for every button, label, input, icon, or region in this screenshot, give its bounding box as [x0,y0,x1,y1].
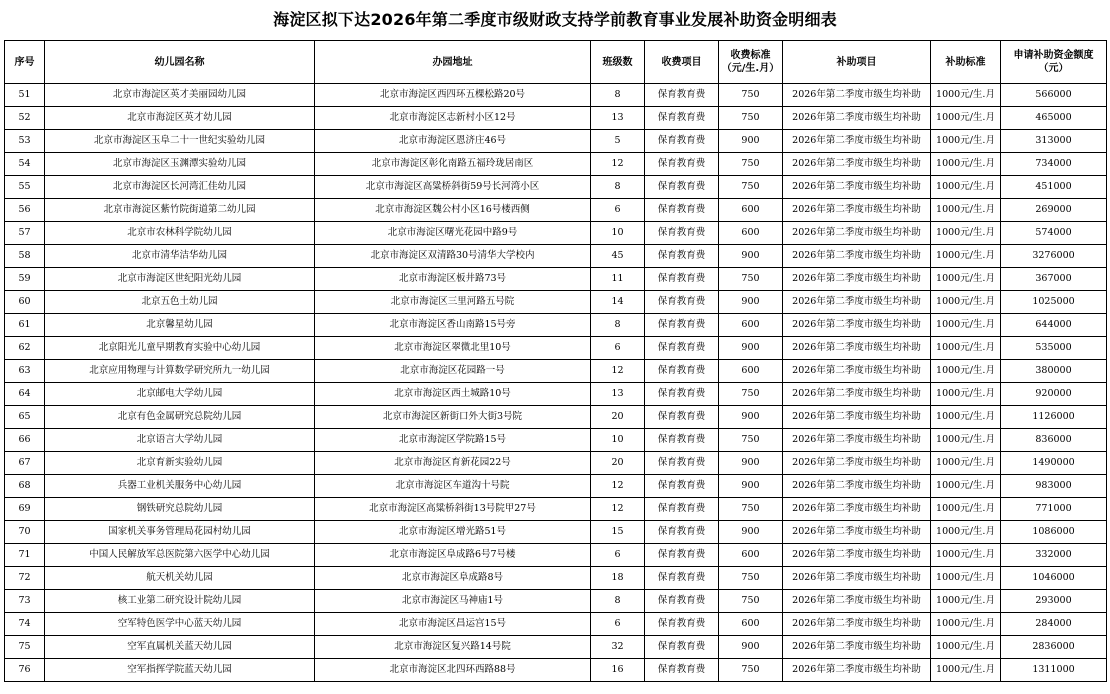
cell-index: 52 [5,107,45,130]
table-row [5,176,1107,199]
table-row [5,314,1107,337]
header-address: 办园地址 [315,41,591,84]
cell-class-count: 8 [591,176,645,199]
cell-subsidy-standard: 1000元/生.月 [931,406,1001,429]
cell-fee-item: 保育教育费 [645,544,719,567]
cell-index: 75 [5,636,45,659]
cell-class-count: 16 [591,659,645,682]
cell-fee-standard: 750 [719,84,783,107]
cell-subsidy-standard: 1000元/生.月 [931,130,1001,153]
cell-address: 北京市海淀区三里河路五号院 [315,291,591,314]
cell-kindergarten-name: 空军特色医学中心蓝天幼儿园 [45,613,315,636]
cell-kindergarten-name: 空军直属机关蓝天幼儿园 [45,636,315,659]
cell-fee-standard: 900 [719,291,783,314]
cell-subsidy-amount: 451000 [1001,176,1107,199]
cell-fee-standard: 600 [719,613,783,636]
cell-address: 北京市海淀区曙光花园中路9号 [315,222,591,245]
cell-subsidy-standard: 1000元/生.月 [931,199,1001,222]
header-subsidy-standard: 补助标准 [931,41,1001,84]
cell-subsidy-amount: 771000 [1001,498,1107,521]
table-row [5,659,1107,682]
table-row [5,521,1107,544]
header-fee-standard: 收费标准（元/生.月） [719,41,783,84]
cell-class-count: 8 [591,314,645,337]
cell-index: 63 [5,360,45,383]
subsidy-table [4,40,1107,682]
cell-class-count: 15 [591,521,645,544]
cell-fee-item: 保育教育费 [645,452,719,475]
cell-address: 北京市海淀区高粱桥斜街13号院甲27号 [315,498,591,521]
table-row [5,498,1107,521]
cell-index: 76 [5,659,45,682]
cell-subsidy-standard: 1000元/生.月 [931,613,1001,636]
cell-subsidy-item: 2026年第二季度市级生均补助 [783,659,931,682]
cell-kindergarten-name: 北京市海淀区英才幼儿园 [45,107,315,130]
cell-fee-item: 保育教育费 [645,291,719,314]
cell-index: 65 [5,406,45,429]
cell-fee-standard: 750 [719,498,783,521]
cell-subsidy-item: 2026年第二季度市级生均补助 [783,199,931,222]
cell-kindergarten-name: 北京市海淀区玉阜二十一世纪实验幼儿园 [45,130,315,153]
cell-address: 北京市海淀区魏公村小区16号楼西侧 [315,199,591,222]
table-row [5,245,1107,268]
cell-subsidy-item: 2026年第二季度市级生均补助 [783,590,931,613]
cell-subsidy-amount: 920000 [1001,383,1107,406]
cell-subsidy-amount: 367000 [1001,268,1107,291]
cell-fee-item: 保育教育费 [645,153,719,176]
cell-kindergarten-name: 北京市农林科学院幼儿园 [45,222,315,245]
cell-fee-standard: 900 [719,130,783,153]
cell-index: 70 [5,521,45,544]
cell-fee-item: 保育教育费 [645,130,719,153]
cell-index: 62 [5,337,45,360]
cell-fee-standard: 750 [719,429,783,452]
cell-index: 54 [5,153,45,176]
table-row [5,475,1107,498]
cell-subsidy-item: 2026年第二季度市级生均补助 [783,222,931,245]
cell-subsidy-item: 2026年第二季度市级生均补助 [783,268,931,291]
cell-subsidy-standard: 1000元/生.月 [931,153,1001,176]
cell-class-count: 20 [591,452,645,475]
cell-subsidy-item: 2026年第二季度市级生均补助 [783,176,931,199]
cell-subsidy-amount: 983000 [1001,475,1107,498]
cell-index: 73 [5,590,45,613]
cell-subsidy-amount: 1086000 [1001,521,1107,544]
table-row [5,613,1107,636]
cell-subsidy-standard: 1000元/生.月 [931,475,1001,498]
cell-fee-standard: 750 [719,176,783,199]
cell-address: 北京市海淀区北四环西路88号 [315,659,591,682]
cell-address: 北京市海淀区马神庙1号 [315,590,591,613]
cell-kindergarten-name: 兵器工业机关服务中心幼儿园 [45,475,315,498]
cell-index: 51 [5,84,45,107]
cell-class-count: 12 [591,498,645,521]
cell-index: 64 [5,383,45,406]
cell-subsidy-item: 2026年第二季度市级生均补助 [783,406,931,429]
cell-subsidy-item: 2026年第二季度市级生均补助 [783,314,931,337]
cell-fee-standard: 750 [719,567,783,590]
table-body [5,84,1107,682]
cell-kindergarten-name: 北京育新实验幼儿园 [45,452,315,475]
cell-index: 69 [5,498,45,521]
cell-index: 59 [5,268,45,291]
cell-subsidy-amount: 574000 [1001,222,1107,245]
cell-subsidy-item: 2026年第二季度市级生均补助 [783,383,931,406]
cell-index: 71 [5,544,45,567]
table-row [5,153,1107,176]
table-row [5,636,1107,659]
cell-class-count: 12 [591,360,645,383]
cell-kindergarten-name: 北京市海淀区英才美丽园幼儿园 [45,84,315,107]
header-subsidy-item: 补助项目 [783,41,931,84]
cell-fee-item: 保育教育费 [645,613,719,636]
cell-fee-standard: 750 [719,153,783,176]
cell-address: 北京市海淀区昌运宫15号 [315,613,591,636]
cell-subsidy-amount: 380000 [1001,360,1107,383]
cell-subsidy-item: 2026年第二季度市级生均补助 [783,360,931,383]
cell-fee-standard: 600 [719,544,783,567]
cell-subsidy-item: 2026年第二季度市级生均补助 [783,636,931,659]
header-index: 序号 [5,41,45,84]
cell-address: 北京市海淀区西土城路10号 [315,383,591,406]
cell-subsidy-standard: 1000元/生.月 [931,176,1001,199]
table-row [5,199,1107,222]
cell-subsidy-item: 2026年第二季度市级生均补助 [783,337,931,360]
table-row [5,222,1107,245]
cell-address: 北京市海淀区复兴路14号院 [315,636,591,659]
cell-kindergarten-name: 北京有色金属研究总院幼儿园 [45,406,315,429]
cell-subsidy-standard: 1000元/生.月 [931,567,1001,590]
cell-fee-item: 保育教育费 [645,222,719,245]
cell-fee-standard: 900 [719,636,783,659]
cell-index: 58 [5,245,45,268]
cell-index: 55 [5,176,45,199]
cell-class-count: 14 [591,291,645,314]
cell-fee-item: 保育教育费 [645,636,719,659]
cell-kindergarten-name: 空军指挥学院蓝天幼儿园 [45,659,315,682]
cell-kindergarten-name: 核工业第二研究设计院幼儿园 [45,590,315,613]
cell-fee-item: 保育教育费 [645,383,719,406]
cell-subsidy-item: 2026年第二季度市级生均补助 [783,521,931,544]
cell-fee-item: 保育教育费 [645,314,719,337]
cell-fee-standard: 900 [719,475,783,498]
cell-kindergarten-name: 北京市海淀区玉渊潭实验幼儿园 [45,153,315,176]
cell-subsidy-item: 2026年第二季度市级生均补助 [783,245,931,268]
cell-subsidy-standard: 1000元/生.月 [931,337,1001,360]
cell-subsidy-standard: 1000元/生.月 [931,521,1001,544]
cell-kindergarten-name: 北京市海淀区长河湾汇佳幼儿园 [45,176,315,199]
cell-fee-standard: 750 [719,590,783,613]
cell-subsidy-amount: 836000 [1001,429,1107,452]
cell-subsidy-item: 2026年第二季度市级生均补助 [783,613,931,636]
cell-kindergarten-name: 北京阳光儿童早期教育实验中心幼儿园 [45,337,315,360]
cell-subsidy-amount: 1025000 [1001,291,1107,314]
table-row [5,84,1107,107]
cell-subsidy-amount: 313000 [1001,130,1107,153]
cell-subsidy-amount: 566000 [1001,84,1107,107]
cell-fee-standard: 750 [719,383,783,406]
cell-subsidy-amount: 293000 [1001,590,1107,613]
cell-kindergarten-name: 国家机关事务管理局花园村幼儿园 [45,521,315,544]
cell-class-count: 8 [591,84,645,107]
cell-index: 60 [5,291,45,314]
cell-fee-item: 保育教育费 [645,475,719,498]
cell-fee-item: 保育教育费 [645,429,719,452]
cell-subsidy-amount: 269000 [1001,199,1107,222]
cell-address: 北京市海淀区育新花园22号 [315,452,591,475]
cell-subsidy-amount: 3276000 [1001,245,1107,268]
cell-address: 北京市海淀区增光路51号 [315,521,591,544]
cell-index: 72 [5,567,45,590]
table-row [5,406,1107,429]
cell-class-count: 13 [591,107,645,130]
header-fee-item: 收费项目 [645,41,719,84]
cell-subsidy-item: 2026年第二季度市级生均补助 [783,452,931,475]
cell-class-count: 12 [591,475,645,498]
cell-address: 北京市海淀区志新村小区12号 [315,107,591,130]
cell-class-count: 32 [591,636,645,659]
cell-subsidy-standard: 1000元/生.月 [931,636,1001,659]
cell-fee-item: 保育教育费 [645,199,719,222]
table-row [5,567,1107,590]
cell-subsidy-item: 2026年第二季度市级生均补助 [783,544,931,567]
cell-address: 北京市海淀区学院路15号 [315,429,591,452]
cell-subsidy-item: 2026年第二季度市级生均补助 [783,153,931,176]
cell-fee-standard: 600 [719,222,783,245]
cell-subsidy-item: 2026年第二季度市级生均补助 [783,498,931,521]
cell-fee-item: 保育教育费 [645,406,719,429]
cell-kindergarten-name: 钢铁研究总院幼儿园 [45,498,315,521]
cell-subsidy-amount: 1490000 [1001,452,1107,475]
document-title: 海淀区拟下达2026年第二季度市级财政支持学前教育事业发展补助资金明细表 [273,10,837,29]
cell-class-count: 20 [591,406,645,429]
cell-subsidy-amount: 734000 [1001,153,1107,176]
cell-subsidy-standard: 1000元/生.月 [931,268,1001,291]
table-row [5,429,1107,452]
cell-fee-item: 保育教育费 [645,567,719,590]
table-row [5,337,1107,360]
cell-class-count: 6 [591,199,645,222]
cell-fee-item: 保育教育费 [645,590,719,613]
table-row [5,544,1107,567]
cell-fee-item: 保育教育费 [645,659,719,682]
cell-class-count: 5 [591,130,645,153]
cell-class-count: 18 [591,567,645,590]
table-header-row [5,41,1107,84]
cell-index: 66 [5,429,45,452]
cell-class-count: 10 [591,222,645,245]
cell-address: 北京市海淀区高粱桥斜街59号长河湾小区 [315,176,591,199]
cell-class-count: 6 [591,337,645,360]
cell-kindergarten-name: 航天机关幼儿园 [45,567,315,590]
header-class-count: 班级数 [591,41,645,84]
cell-subsidy-item: 2026年第二季度市级生均补助 [783,291,931,314]
cell-fee-standard: 750 [719,659,783,682]
cell-address: 北京市海淀区阜成路6号7号楼 [315,544,591,567]
cell-fee-standard: 600 [719,199,783,222]
cell-subsidy-standard: 1000元/生.月 [931,360,1001,383]
cell-fee-standard: 900 [719,245,783,268]
table-row [5,360,1107,383]
cell-kindergarten-name: 北京五色土幼儿园 [45,291,315,314]
cell-address: 北京市海淀区双清路30号清华大学校内 [315,245,591,268]
cell-fee-item: 保育教育费 [645,176,719,199]
cell-address: 北京市海淀区香山南路15号旁 [315,314,591,337]
cell-fee-item: 保育教育费 [645,360,719,383]
cell-kindergarten-name: 北京市海淀区紫竹院街道第二幼儿园 [45,199,315,222]
cell-index: 56 [5,199,45,222]
cell-subsidy-amount: 465000 [1001,107,1107,130]
cell-fee-item: 保育教育费 [645,337,719,360]
cell-class-count: 12 [591,153,645,176]
header-subsidy-amount: 申请补助资金额度（元） [1001,41,1107,84]
cell-kindergarten-name: 北京市海淀区世纪阳光幼儿园 [45,268,315,291]
cell-subsidy-item: 2026年第二季度市级生均补助 [783,475,931,498]
cell-index: 61 [5,314,45,337]
cell-subsidy-amount: 535000 [1001,337,1107,360]
header-kindergarten-name: 幼儿园名称 [45,41,315,84]
cell-subsidy-standard: 1000元/生.月 [931,544,1001,567]
cell-subsidy-item: 2026年第二季度市级生均补助 [783,107,931,130]
cell-subsidy-amount: 1311000 [1001,659,1107,682]
table-row [5,590,1107,613]
cell-subsidy-amount: 1126000 [1001,406,1107,429]
cell-class-count: 45 [591,245,645,268]
cell-fee-item: 保育教育费 [645,84,719,107]
cell-class-count: 11 [591,268,645,291]
cell-subsidy-item: 2026年第二季度市级生均补助 [783,567,931,590]
cell-address: 北京市海淀区板井路73号 [315,268,591,291]
table-row [5,383,1107,406]
cell-kindergarten-name: 北京语言大学幼儿园 [45,429,315,452]
cell-subsidy-standard: 1000元/生.月 [931,107,1001,130]
cell-subsidy-item: 2026年第二季度市级生均补助 [783,429,931,452]
table-row [5,130,1107,153]
cell-fee-standard: 900 [719,452,783,475]
cell-fee-item: 保育教育费 [645,268,719,291]
cell-subsidy-amount: 1046000 [1001,567,1107,590]
cell-subsidy-standard: 1000元/生.月 [931,291,1001,314]
cell-index: 68 [5,475,45,498]
cell-subsidy-amount: 644000 [1001,314,1107,337]
cell-class-count: 10 [591,429,645,452]
cell-subsidy-item: 2026年第二季度市级生均补助 [783,84,931,107]
cell-subsidy-item: 2026年第二季度市级生均补助 [783,130,931,153]
cell-kindergarten-name: 北京馨星幼儿园 [45,314,315,337]
cell-class-count: 8 [591,590,645,613]
cell-fee-standard: 600 [719,360,783,383]
cell-address: 北京市海淀区阜成路8号 [315,567,591,590]
cell-fee-item: 保育教育费 [645,245,719,268]
table-row [5,291,1107,314]
cell-subsidy-standard: 1000元/生.月 [931,84,1001,107]
cell-fee-item: 保育教育费 [645,498,719,521]
table-row [5,452,1107,475]
cell-kindergarten-name: 北京应用物理与计算数学研究所九一幼儿园 [45,360,315,383]
cell-fee-standard: 900 [719,337,783,360]
cell-subsidy-standard: 1000元/生.月 [931,429,1001,452]
cell-fee-standard: 750 [719,268,783,291]
cell-class-count: 13 [591,383,645,406]
cell-subsidy-amount: 2836000 [1001,636,1107,659]
cell-address: 北京市海淀区新街口外大街3号院 [315,406,591,429]
cell-subsidy-amount: 332000 [1001,544,1107,567]
cell-kindergarten-name: 北京邮电大学幼儿园 [45,383,315,406]
cell-address: 北京市海淀区恩济庄46号 [315,130,591,153]
cell-class-count: 6 [591,613,645,636]
cell-address: 北京市海淀区车道沟十号院 [315,475,591,498]
table-row [5,107,1107,130]
cell-fee-standard: 600 [719,314,783,337]
cell-fee-item: 保育教育费 [645,107,719,130]
cell-class-count: 6 [591,544,645,567]
cell-index: 67 [5,452,45,475]
cell-fee-standard: 900 [719,406,783,429]
cell-subsidy-standard: 1000元/生.月 [931,314,1001,337]
cell-subsidy-standard: 1000元/生.月 [931,590,1001,613]
cell-address: 北京市海淀区翠微北里10号 [315,337,591,360]
cell-index: 57 [5,222,45,245]
cell-subsidy-standard: 1000元/生.月 [931,498,1001,521]
cell-subsidy-standard: 1000元/生.月 [931,222,1001,245]
cell-kindergarten-name: 中国人民解放军总医院第六医学中心幼儿园 [45,544,315,567]
cell-subsidy-standard: 1000元/生.月 [931,452,1001,475]
cell-fee-item: 保育教育费 [645,521,719,544]
cell-fee-standard: 900 [719,521,783,544]
cell-subsidy-standard: 1000元/生.月 [931,659,1001,682]
cell-index: 53 [5,130,45,153]
cell-subsidy-standard: 1000元/生.月 [931,245,1001,268]
cell-subsidy-amount: 284000 [1001,613,1107,636]
cell-address: 北京市海淀区花园路一号 [315,360,591,383]
cell-address: 北京市海淀区西四环五棵松路20号 [315,84,591,107]
cell-kindergarten-name: 北京市清华洁华幼儿园 [45,245,315,268]
cell-fee-standard: 750 [719,107,783,130]
table-row [5,268,1107,291]
cell-index: 74 [5,613,45,636]
cell-subsidy-standard: 1000元/生.月 [931,383,1001,406]
cell-address: 北京市海淀区彰化南路五福玲珑居南区 [315,153,591,176]
